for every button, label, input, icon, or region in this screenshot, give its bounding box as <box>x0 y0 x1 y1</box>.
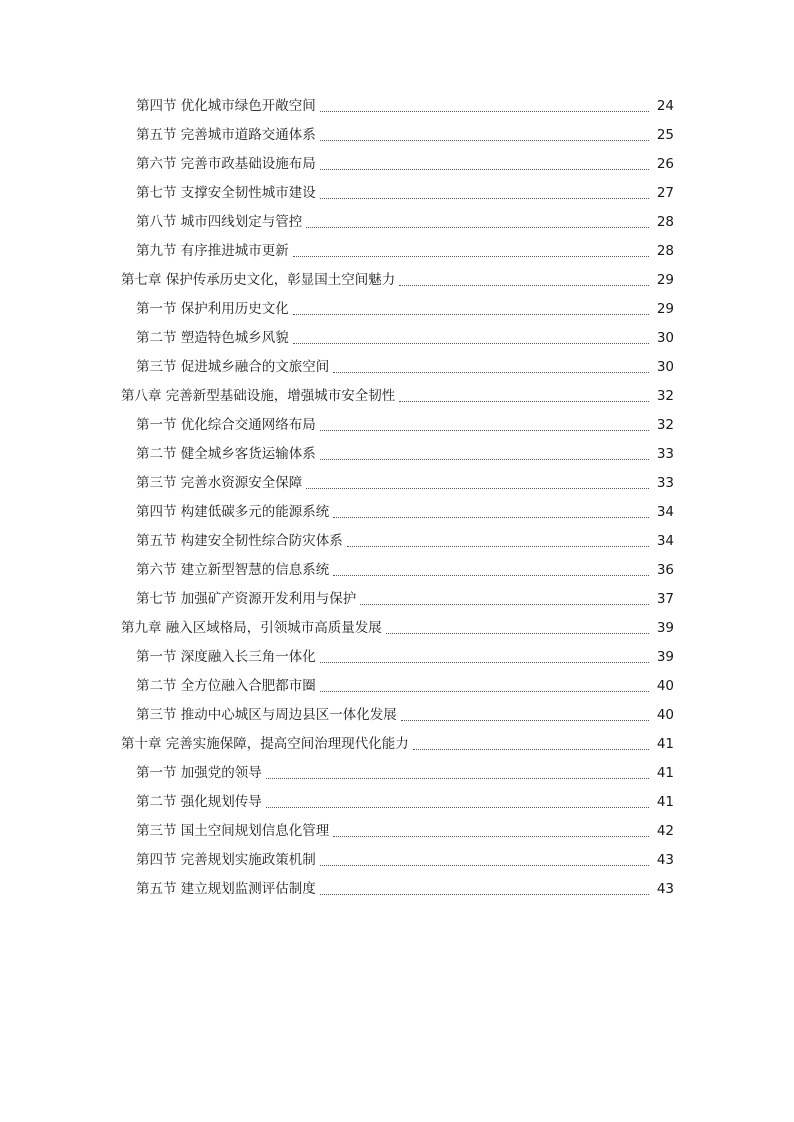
toc-page-number: 37 <box>656 591 674 607</box>
toc-page-number: 43 <box>656 852 674 868</box>
toc-leader-dots <box>399 284 649 286</box>
toc-leader-dots <box>320 864 649 866</box>
toc-section-entry[interactable] <box>0 701 794 730</box>
toc-section-entry[interactable] <box>0 353 794 382</box>
toc-section-entry[interactable] <box>0 440 794 469</box>
toc-leader-dots <box>399 400 649 402</box>
toc-entry-label: 第二节 全方位融入合肥都市圈 <box>136 678 316 694</box>
toc-page-number: 33 <box>656 446 674 462</box>
toc-entry-label: 第六节 建立新型智慧的信息系统 <box>136 562 330 578</box>
toc-entry-label: 第七节 支撑安全韧性城市建设 <box>136 185 316 201</box>
toc-entry-label: 第九节 有序推进城市更新 <box>136 243 289 259</box>
toc-leader-dots <box>266 777 649 779</box>
toc-section-entry[interactable] <box>0 121 794 150</box>
toc-page-number: 34 <box>656 533 674 549</box>
toc-leader-dots <box>386 632 649 634</box>
toc-page-number: 24 <box>656 98 674 114</box>
toc-leader-dots <box>266 806 649 808</box>
toc-section-entry[interactable] <box>0 469 794 498</box>
toc-leader-dots <box>320 429 649 431</box>
toc-section-entry[interactable] <box>0 643 794 672</box>
toc-entry-label: 第一节 保护利用历史文化 <box>136 301 289 317</box>
toc-entry-label: 第四节 优化城市绿色开敞空间 <box>136 98 316 114</box>
toc-entry-label: 第七章 保护传承历史文化，彰显国土空间魅力 <box>121 272 396 288</box>
toc-section-entry[interactable] <box>0 498 794 527</box>
toc-page-number: 32 <box>656 417 674 433</box>
toc-leader-dots <box>413 748 649 750</box>
toc-entry-label: 第五节 构建安全韧性综合防灾体系 <box>136 533 343 549</box>
toc-page-number: 28 <box>656 243 674 259</box>
toc-section-entry[interactable] <box>0 875 794 904</box>
toc-page-number: 42 <box>656 823 674 839</box>
toc-section-entry[interactable] <box>0 92 794 121</box>
toc-page-number: 26 <box>656 156 674 172</box>
toc-leader-dots <box>306 226 649 228</box>
toc-chapter-entry[interactable] <box>0 266 794 295</box>
toc-section-entry[interactable] <box>0 295 794 324</box>
toc-leader-dots <box>320 893 649 895</box>
toc-leader-dots <box>360 603 649 605</box>
toc-page-number: 40 <box>656 707 674 723</box>
toc-chapter-entry[interactable] <box>0 730 794 759</box>
toc-leader-dots <box>333 835 649 837</box>
toc-section-entry[interactable] <box>0 672 794 701</box>
toc-page-number: 30 <box>656 359 674 375</box>
toc-page-number: 34 <box>656 504 674 520</box>
toc-page-number: 41 <box>656 765 674 781</box>
toc-leader-dots <box>320 690 649 692</box>
toc-page-number: 33 <box>656 475 674 491</box>
toc-leader-dots <box>320 168 649 170</box>
toc-section-entry[interactable] <box>0 527 794 556</box>
toc-page-number: 39 <box>656 620 674 636</box>
toc-leader-dots <box>320 197 649 199</box>
toc-leader-dots <box>320 110 649 112</box>
toc-page-number: 41 <box>656 794 674 810</box>
toc-leader-dots <box>293 342 649 344</box>
toc-entry-label: 第三节 完善水资源安全保障 <box>136 475 303 491</box>
toc-leader-dots <box>401 719 649 721</box>
toc-page-number: 29 <box>656 272 674 288</box>
toc-leader-dots <box>320 139 649 141</box>
toc-leader-dots <box>320 661 649 663</box>
toc-leader-dots <box>306 487 649 489</box>
toc-page-number: 28 <box>656 214 674 230</box>
toc-entry-label: 第七节 加强矿产资源开发利用与保护 <box>136 591 357 607</box>
toc-entry-label: 第三节 推动中心城区与周边县区一体化发展 <box>136 707 397 723</box>
toc-entry-label: 第二节 塑造特色城乡风貌 <box>136 330 289 346</box>
toc-entry-label: 第五节 完善城市道路交通体系 <box>136 127 316 143</box>
toc-page-number: 30 <box>656 330 674 346</box>
toc-page-number: 32 <box>656 388 674 404</box>
toc-page-number: 25 <box>656 127 674 143</box>
toc-entry-label: 第三节 促进城乡融合的文旅空间 <box>136 359 330 375</box>
toc-entry-label: 第八节 城市四线划定与管控 <box>136 214 303 230</box>
toc-page-number: 41 <box>656 736 674 752</box>
toc-chapter-entry[interactable] <box>0 614 794 643</box>
table-of-contents <box>0 92 794 904</box>
toc-section-entry[interactable] <box>0 846 794 875</box>
toc-entry-label: 第四节 完善规划实施政策机制 <box>136 852 316 868</box>
toc-leader-dots <box>293 255 649 257</box>
toc-entry-label: 第一节 优化综合交通网络布局 <box>136 417 316 433</box>
toc-section-entry[interactable] <box>0 556 794 585</box>
toc-entry-label: 第三节 国土空间规划信息化管理 <box>136 823 330 839</box>
toc-section-entry[interactable] <box>0 411 794 440</box>
toc-section-entry[interactable] <box>0 237 794 266</box>
toc-section-entry[interactable] <box>0 585 794 614</box>
toc-section-entry[interactable] <box>0 817 794 846</box>
toc-leader-dots <box>333 371 649 373</box>
toc-page-number: 40 <box>656 678 674 694</box>
toc-page-number: 27 <box>656 185 674 201</box>
toc-chapter-entry[interactable] <box>0 382 794 411</box>
toc-leader-dots <box>347 545 649 547</box>
toc-leader-dots <box>333 516 649 518</box>
toc-section-entry[interactable] <box>0 788 794 817</box>
toc-entry-label: 第二节 强化规划传导 <box>136 794 262 810</box>
toc-entry-label: 第五节 建立规划监测评估制度 <box>136 881 316 897</box>
toc-entry-label: 第九章 融入区域格局，引领城市高质量发展 <box>121 620 382 636</box>
toc-entry-label: 第一节 深度融入长三角一体化 <box>136 649 316 665</box>
toc-entry-label: 第一节 加强党的领导 <box>136 765 262 781</box>
toc-entry-label: 第四节 构建低碳多元的能源系统 <box>136 504 330 520</box>
toc-entry-label: 第二节 健全城乡客货运输体系 <box>136 446 316 462</box>
toc-section-entry[interactable] <box>0 759 794 788</box>
toc-entry-label: 第十章 完善实施保障，提高空间治理现代化能力 <box>121 736 409 752</box>
toc-section-entry[interactable] <box>0 179 794 208</box>
toc-page-number: 39 <box>656 649 674 665</box>
toc-page-number: 43 <box>656 881 674 897</box>
toc-section-entry[interactable] <box>0 150 794 179</box>
toc-entry-label: 第八章 完善新型基础设施，增强城市安全韧性 <box>121 388 396 404</box>
toc-page-number: 29 <box>656 301 674 317</box>
toc-section-entry[interactable] <box>0 324 794 353</box>
toc-leader-dots <box>320 458 649 460</box>
toc-leader-dots <box>293 313 649 315</box>
toc-page-number: 36 <box>656 562 674 578</box>
toc-leader-dots <box>333 574 649 576</box>
toc-entry-label: 第六节 完善市政基础设施布局 <box>136 156 316 172</box>
toc-section-entry[interactable] <box>0 208 794 237</box>
